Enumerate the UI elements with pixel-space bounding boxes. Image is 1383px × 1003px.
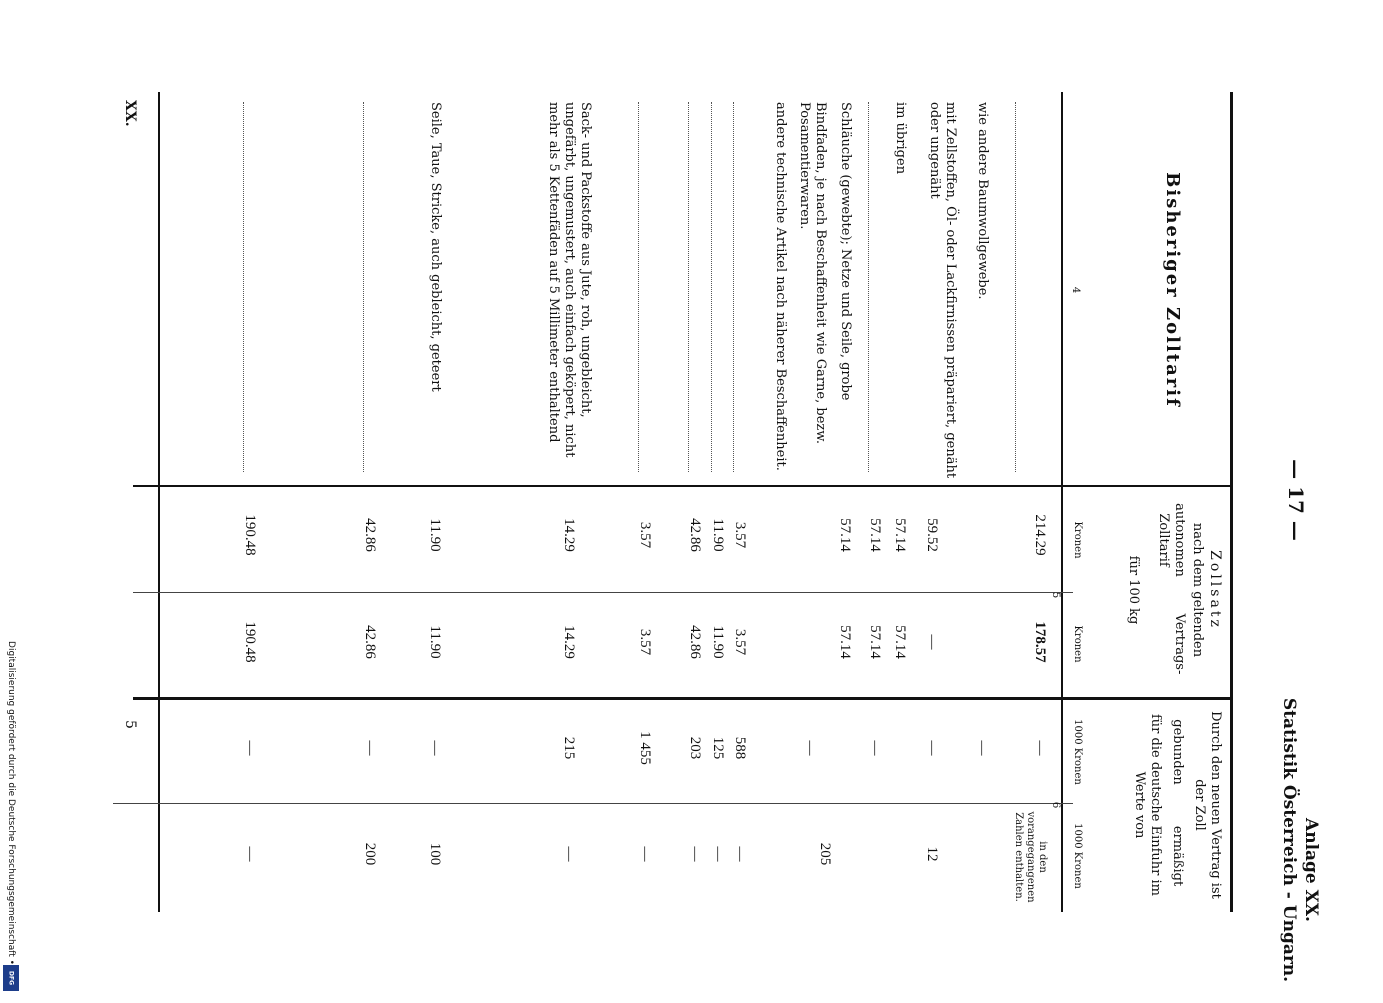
row-reduced: — [687, 846, 703, 862]
row-note: in den vorangegangenen Zahlen enthalten. [1013, 811, 1048, 903]
row-contract: 3.57 [637, 628, 653, 656]
col5-autonomous: autonomen Zolltarif [1156, 503, 1187, 577]
col5-unit-a: Kronen [1072, 521, 1083, 559]
row-desc: im übrigen [893, 102, 908, 175]
row-auto: 190.48 [242, 514, 258, 556]
row-auto: 11.90 [427, 518, 443, 552]
table-row [423, 92, 443, 912]
row-auto: 214.29 [1032, 514, 1048, 556]
row-desc: Seile, Taue, Stricke, auch gebleicht, geteert [428, 102, 443, 392]
table-row [238, 92, 258, 912]
row-auto: 57.14 [867, 518, 883, 552]
row-reduced: 200 [362, 842, 378, 866]
row-auto: 42.86 [687, 518, 703, 552]
table-row [918, 92, 958, 912]
row-contract: 190.48 [242, 621, 258, 663]
row-reduced: — [710, 846, 726, 862]
row-contract: 11.90 [710, 625, 726, 659]
tariff-table [168, 92, 1048, 912]
row-bound: — [867, 740, 883, 756]
col5-per: für 100 kg [1126, 555, 1141, 625]
header-rule [1061, 92, 1063, 912]
row-leader [711, 102, 724, 472]
table-row [633, 92, 653, 912]
row-desc: Sack- und Packstoffe aus Jute, roh, ungebleicht, ungefärbt, ungemustert, auch einfach geköpert, nicht mehr als 5 Kettenfäden auf 5 Millimeter enthaltend [546, 102, 593, 458]
table-row [888, 92, 908, 912]
row-auto: 57.14 [892, 518, 908, 552]
table-row [768, 92, 788, 912]
row-bound: — [362, 740, 378, 756]
row-reduced: 205 [817, 842, 833, 866]
row-desc: andere technische Artikel nach näherer Beschaffenheit. [773, 102, 788, 471]
col6-unit-b: 1000 Kronen [1072, 823, 1083, 889]
col4-number: 4 [1070, 286, 1081, 294]
row-contract: 3.57 [732, 628, 748, 656]
table-row [728, 92, 748, 912]
row-contract: 57.14 [837, 625, 853, 659]
col5-number: 5 [1050, 591, 1061, 599]
table-row [817, 92, 853, 912]
row-bound: 1 455 [637, 731, 653, 765]
side-note [0, 0, 22, 1000]
row-leader [733, 102, 746, 472]
row-contract: 57.14 [892, 625, 908, 659]
row-contract: 14.29 [561, 625, 577, 659]
row-desc: Schläuche (gewebte); Netze und Seile, grobe [838, 102, 853, 401]
row-bound: 203 [687, 736, 703, 760]
row-contract: 11.90 [427, 625, 443, 659]
table-row [358, 92, 378, 912]
col5-sub: nach dem geltenden [1190, 522, 1205, 658]
row-auto: 11.90 [710, 518, 726, 552]
col6-number: 6 [1050, 801, 1061, 809]
row-reduced: — [732, 846, 748, 862]
col6-sub: für die deutsche Einfuhr im Werte von [1132, 713, 1163, 896]
row-bound: 125 [710, 736, 726, 760]
row-contract: 178.57 [1032, 621, 1048, 663]
row-bound: — [427, 740, 443, 756]
col5-title: Zollsatz [1207, 550, 1223, 630]
annex-subtitle: Statistik Österreich - Ungarn. [1279, 697, 1299, 983]
row-auto: 57.14 [837, 518, 853, 552]
col6-bound: gebunden [1170, 719, 1185, 785]
row-bound: — [1032, 740, 1048, 756]
row-bound: — [924, 740, 940, 756]
row-desc: Bindfaden, je nach Beschaffenheit wie Garne, bezw. Posamentierwaren. [797, 102, 828, 444]
dfg-logo: DFG [3, 965, 19, 991]
row-bound: 588 [732, 736, 748, 760]
row-bound: 215 [561, 736, 577, 760]
table-row [968, 92, 990, 912]
row-auto: 14.29 [561, 518, 577, 552]
row-auto: 3.57 [732, 521, 748, 549]
row-contract: 57.14 [867, 625, 883, 659]
row-auto: 42.86 [362, 518, 378, 552]
row-bound: — [974, 740, 990, 756]
table-row [683, 92, 703, 912]
row-auto: 59.52 [924, 518, 940, 552]
col6-reduced: ermäßigt [1170, 825, 1185, 887]
row-leader [363, 102, 376, 472]
col5-contract: Vertrags- [1172, 613, 1187, 675]
row-desc: wie andere Baumwollgewebe. [975, 102, 990, 300]
row-contract: 42.86 [687, 625, 703, 659]
row-leader [868, 102, 881, 472]
row-desc: mit Zellstoffen, Öl- oder Lackfirnissen präpariert, genäht oder ungenäht [927, 102, 958, 479]
row-contract: — [924, 634, 940, 650]
col6-title: Durch den neuen Vertrag ist der Zoll [1192, 711, 1223, 899]
row-bound: — [802, 740, 818, 756]
row-bound: — [242, 740, 258, 756]
funding-note: Digitalisierung gefördert durch die Deutsche Forschungsgemeinschaft • [6, 641, 16, 965]
row-reduced: 100 [427, 842, 443, 866]
annex-title: Anlage XX. [1301, 818, 1321, 922]
row-contract: 42.86 [362, 625, 378, 659]
row-reduced: — [637, 846, 653, 862]
col6-unit-a: 1000 Kronen [1072, 719, 1083, 785]
col5-unit-b: Kronen [1072, 625, 1083, 663]
footer-right: 5 [122, 720, 138, 729]
row-leader [243, 102, 256, 472]
table-row [706, 92, 726, 912]
scanned-page [22, 0, 1383, 1000]
row-leader [688, 102, 701, 472]
table-row [1004, 92, 1048, 912]
table-row [541, 92, 593, 912]
row-reduced: — [242, 846, 258, 862]
row-leader [638, 102, 651, 472]
page-number: — 17 — [1284, 459, 1308, 541]
footer-left: XX. [122, 100, 138, 127]
row-reduced: 12 [924, 846, 940, 862]
top-rule [1230, 92, 1233, 912]
table-row [863, 92, 883, 912]
bottom-rule [158, 92, 160, 912]
row-leader [1015, 102, 1030, 472]
row-reduced: — [561, 846, 577, 862]
col4-title: Bisheriger Zolltarif [1162, 172, 1183, 408]
table-row [794, 92, 828, 912]
row-auto: 3.57 [637, 521, 653, 549]
